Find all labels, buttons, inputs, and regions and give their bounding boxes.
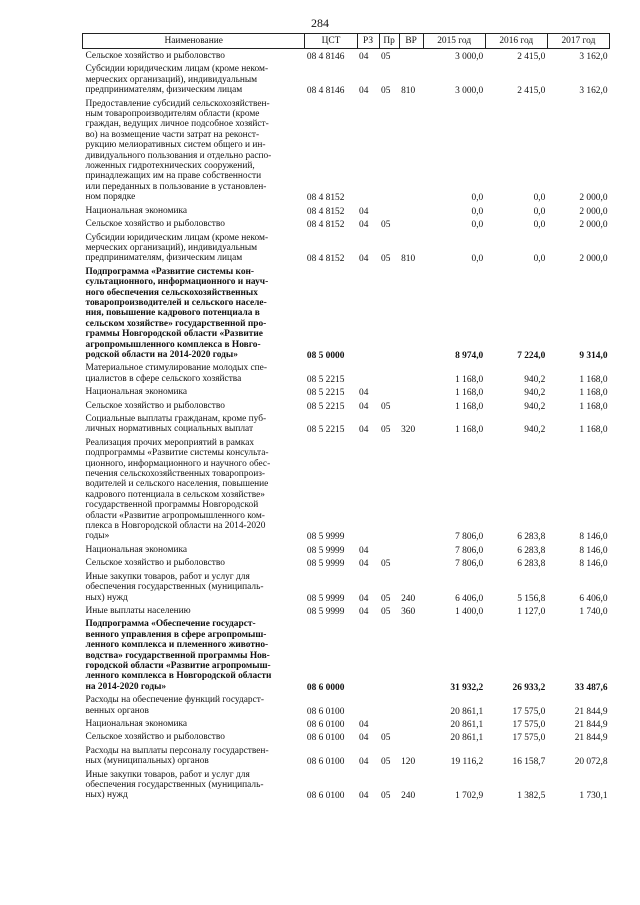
cell-rz: 04 [359,757,369,768]
table-row [83,217,610,230]
cell-name: Сельское хозяйство и рыболовство [85,400,225,411]
cell-2016: 17 575,0 [512,719,546,730]
cell-2015: 1 168,0 [455,374,484,385]
cell-name: Национальная экономика [85,205,188,216]
cell-2015: 0,0 [471,254,484,265]
cell-pr: 05 [381,254,391,265]
cell-rz: 04 [359,733,369,744]
header-pr: Пр [379,34,399,49]
cell-cst: 08 5 9999 [306,606,345,617]
cell-rz: 04 [359,220,369,231]
cell-vr [399,217,423,230]
cell-2017: 3 162,0 [579,52,608,62]
cell-2015: 3 000,0 [455,86,484,97]
header-2015: 2015 год [423,34,485,49]
cell-2015: 1 168,0 [455,425,484,436]
header-rz: РЗ [357,34,379,49]
cell-pr: 05 [381,401,391,412]
cell-2016: 940,2 [524,374,546,385]
cell-rz [357,436,379,543]
table-row [83,399,610,412]
cell-vr [399,693,423,717]
cell-cst: 08 6 0100 [306,757,345,768]
table-row [83,617,610,693]
cell-2017: 1 168,0 [579,374,608,385]
cell-pr [379,617,399,693]
cell-cst: 08 6 0100 [306,791,345,802]
cell-2017: 8 146,0 [579,559,608,570]
cell-2016: 6 283,8 [517,545,546,556]
cell-rz: 04 [359,593,369,604]
cell-cst: 08 5 9999 [306,559,345,570]
cell-2015: 20 861,1 [450,733,484,744]
table-row [83,231,610,265]
cell-pr: 05 [381,425,391,436]
cell-cst: 08 5 2215 [306,401,345,412]
cell-2015: 1 168,0 [455,388,484,399]
cell-rz: 04 [359,559,369,570]
header-vr: ВР [399,34,423,49]
cell-2016: 17 575,0 [512,733,546,744]
cell-2016: 1 382,5 [517,791,546,802]
table-row [83,97,610,204]
table-row [83,265,610,362]
table-row [83,556,610,569]
cell-2017: 21 844,9 [574,706,608,717]
cell-2017: 3 162,0 [579,86,608,97]
cell-2017: 1 168,0 [579,425,608,436]
table-row [83,361,610,385]
cell-2015: 0,0 [471,206,484,217]
cell-cst: 08 5 9999 [306,545,345,556]
cell-rz: 04 [359,425,369,436]
cell-name: Расходы на обеспечение функций государст- венных органов [85,695,265,716]
cell-vr [399,361,423,385]
cell-2015: 7 806,0 [455,545,484,556]
cell-2017: 2 000,0 [579,206,608,217]
cell-2015: 6 406,0 [455,593,484,604]
cell-pr: 05 [381,757,391,768]
cell-rz: 04 [359,545,369,556]
cell-name: Субсидии юридическим лицам (кроме неком- мерческих организаций), индивидуальным предпринимателям, физическим лицам [85,232,269,264]
cell-2016: 26 933,2 [512,682,546,693]
cell-2016: 940,2 [524,425,546,436]
cell-name: Иные закупки товаров, работ и услуг для обеспечения государственных (муниципаль- ных) нужд [85,571,264,603]
cell-rz [357,693,379,717]
cell-name: Сельское хозяйство и рыболовство [85,51,225,61]
table-row [83,412,610,436]
cell-cst: 08 6 0000 [306,682,345,693]
table-row [83,436,610,543]
cell-pr [379,204,399,217]
cell-2017: 1 168,0 [579,401,608,412]
cell-pr: 05 [381,52,391,62]
cell-cst: 08 6 0100 [306,706,345,717]
cell-2015: 7 806,0 [455,559,484,570]
cell-2016: 7 224,0 [517,350,546,361]
cell-2017: 33 487,6 [574,682,608,693]
cell-name: Реализация прочих мероприятий в рамках подпрограммы «Развитие системы консульта- ционного, информационного и научного обес- печения сельскохозяйственных товаропроиз- водителей и сельского населения, повышение кадрового потенциала в сельском хозяйстве» государственной программы Новгородской области «Развитие агропромышленного ком- плекса в Новгородской области на 2014-2020 годы» [85,437,271,542]
cell-vr: 360 [401,606,416,617]
cell-cst: 08 4 8146 [306,52,345,62]
cell-rz: 04 [359,791,369,802]
table-row [83,693,610,717]
header-name: Наименование [83,34,305,49]
cell-2017: 8 146,0 [579,532,608,543]
cell-rz: 04 [359,86,369,97]
cell-rz [357,97,379,204]
cell-2017: 20 072,8 [574,757,608,768]
cell-vr [399,717,423,730]
cell-2015: 0,0 [471,193,484,204]
cell-2015: 8 974,0 [455,350,484,361]
cell-2015: 0,0 [471,220,484,231]
cell-cst: 08 5 2215 [306,425,345,436]
table-row [83,62,610,96]
cell-2016: 0,0 [533,254,546,265]
cell-rz: 04 [359,401,369,412]
cell-2015: 1 168,0 [455,401,484,412]
header-2016: 2016 год [485,34,547,49]
cell-cst: 08 5 0000 [306,350,345,361]
cell-2015: 1 702,9 [455,791,484,802]
cell-rz: 04 [359,388,369,399]
cell-2015: 1 400,0 [455,606,484,617]
cell-name: Сельское хозяйство и рыболовство [85,558,225,569]
table-body [83,49,610,802]
cell-2016: 0,0 [533,206,546,217]
cell-name: Сельское хозяйство и рыболовство [85,219,225,230]
cell-name: Иные выплаты населению [85,605,191,616]
cell-name: Национальная экономика [85,718,188,729]
cell-name: Предоставление субсидий сельскохозяйствен- ным товаропроизводителям области (кроме граждан, ведущих личное подсобное хозяйст- во) на возмещение части затрат на реконст- рукцию мелиоративных систем общего и ин- дивидуального пользования и отдельно распо- ложенных гидротехнических сооружений, принадлежащих им на праве собственности или переданных в пользование в установлен- ном порядке [85,98,272,203]
cell-name: Субсидии юридическим лицам (кроме неком- мерческих организаций), индивидуальным предпринимателям, физическим лицам [85,64,269,96]
cell-rz [357,265,379,362]
cell-pr [379,693,399,717]
cell-2016: 2 415,0 [517,52,546,62]
cell-2016: 940,2 [524,388,546,399]
cell-2017: 1 168,0 [579,388,608,399]
cell-pr: 05 [381,791,391,802]
cell-pr: 05 [381,606,391,617]
cell-2016: 2 415,0 [517,86,546,97]
cell-2015: 7 806,0 [455,532,484,543]
table-row [83,204,610,217]
cell-2017: 2 000,0 [579,254,608,265]
cell-name: Социальные выплаты гражданам, кроме пуб- личных нормативных социальных выплат [85,414,267,435]
cell-cst: 08 5 2215 [306,388,345,399]
cell-2015: 20 861,1 [450,719,484,730]
cell-pr [379,361,399,385]
cell-cst: 08 4 8152 [306,220,345,231]
cell-vr [399,730,423,743]
cell-cst: 08 6 0100 [306,733,345,744]
cell-pr: 05 [381,220,391,231]
table-header-row [83,34,610,49]
cell-2016: 0,0 [533,193,546,204]
header-cst: ЦСТ [305,34,357,49]
cell-name: Подпрограмма «Обеспечение государст- венного управления в сфере агропромыш- ленного комплекса и племенного животно- водства» государственной программы Нов- городской области «Развитие агропромыш- ленного комплекса в Новгородской области на 2014-2020 годы» [85,619,272,692]
cell-vr [399,97,423,204]
cell-vr: 320 [401,425,416,436]
cell-2017: 2 000,0 [579,220,608,231]
cell-2015: 19 116,2 [450,757,484,768]
cell-vr: 810 [401,86,416,97]
table-row [83,730,610,743]
table-row [83,385,610,398]
cell-2017: 9 314,0 [579,350,608,361]
cell-vr [399,204,423,217]
cell-cst: 08 6 0100 [306,719,345,730]
table-row [83,604,610,617]
cell-rz: 04 [359,52,369,62]
cell-vr [399,385,423,398]
cell-pr: 05 [381,559,391,570]
cell-vr [399,399,423,412]
cell-vr [399,617,423,693]
cell-pr [379,543,399,556]
cell-name: Национальная экономика [85,544,188,555]
cell-cst: 08 4 8152 [306,254,345,265]
cell-2017: 21 844,9 [574,719,608,730]
cell-name: Расходы на выплаты персоналу государствен- ных (муниципальных) органов [85,745,269,767]
cell-cst: 08 4 8152 [306,206,345,217]
cell-2017: 2 000,0 [579,193,608,204]
cell-rz: 04 [359,206,369,217]
cell-2015: 3 000,0 [455,52,484,62]
cell-vr [399,543,423,556]
cell-vr [399,265,423,362]
cell-vr [399,556,423,569]
table-row [83,768,610,802]
table-row [83,744,610,768]
cell-vr: 240 [401,791,416,802]
cell-name: Национальная экономика [85,387,188,398]
cell-name: Сельское хозяйство и рыболовство [85,732,225,743]
cell-name: Подпрограмма «Развитие системы кон- сультационного, информационного и науч- ного обеспечения сельскохозяйственных товаропроизводителей и сельского населе- ния, повышение кадрового потенциала в сельском хозяйстве» государственной про- граммы Новгородской области «Развитие агропромышленного комплекса в Новго- родской области на 2014-2020 годы» [85,266,269,360]
cell-2015: 31 932,2 [450,682,484,693]
cell-2016: 5 156,8 [517,593,546,604]
cell-pr [379,436,399,543]
cell-vr: 240 [401,593,416,604]
cell-2016: 16 158,7 [512,757,546,768]
cell-name: Иные закупки товаров, работ и услуг для обеспечения государственных (муниципаль- ных) нужд [85,769,264,801]
cell-2016: 6 283,8 [517,532,546,543]
cell-cst: 08 5 9999 [306,593,345,604]
cell-cst: 08 5 9999 [306,532,345,543]
table-row [83,570,610,604]
cell-pr [379,717,399,730]
cell-vr [399,49,423,63]
cell-pr: 05 [381,86,391,97]
cell-2016: 0,0 [533,220,546,231]
cell-vr [399,436,423,543]
cell-2016: 17 575,0 [512,706,546,717]
table-row [83,717,610,730]
cell-2016: 940,2 [524,401,546,412]
cell-name: Материальное стимулирование молодых спе- циалистов в сфере сельского хозяйства [85,363,267,384]
cell-pr: 05 [381,593,391,604]
cell-cst: 08 4 8152 [306,193,345,204]
cell-pr [379,97,399,204]
cell-2017: 1 730,1 [579,791,608,802]
cell-rz: 04 [359,254,369,265]
cell-cst: 08 4 8146 [306,86,345,97]
cell-2017: 6 406,0 [579,593,608,604]
cell-2017: 21 844,9 [574,733,608,744]
cell-rz [357,361,379,385]
cell-pr [379,385,399,398]
cell-cst: 08 5 2215 [306,374,345,385]
table-row [83,49,610,63]
cell-vr: 810 [401,254,416,265]
header-2017: 2017 год [547,34,609,49]
cell-vr: 120 [401,757,416,768]
table-row [83,543,610,556]
cell-pr: 05 [381,733,391,744]
cell-rz [357,617,379,693]
budget-table [82,33,610,802]
cell-2017: 1 740,0 [579,606,608,617]
cell-rz: 04 [359,606,369,617]
page-number: 284 [311,16,329,30]
cell-2015: 20 861,1 [450,706,484,717]
cell-2016: 6 283,8 [517,559,546,570]
cell-rz: 04 [359,719,369,730]
cell-pr [379,265,399,362]
cell-2016: 1 127,0 [517,606,546,617]
cell-2017: 8 146,0 [579,545,608,556]
